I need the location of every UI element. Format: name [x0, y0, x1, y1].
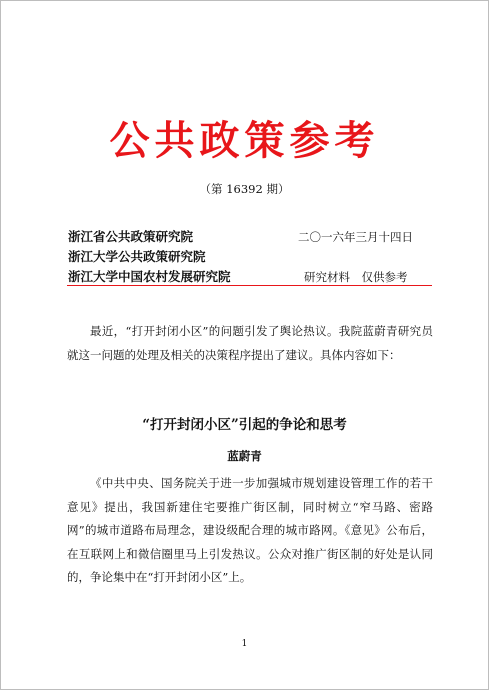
article-title: “打开封闭小区”引起的争论和思考 [142, 417, 347, 433]
organization-name: 浙江大学中国农村发展研究院 [68, 269, 231, 284]
page-number: 1 [241, 639, 248, 649]
issue-number: （第 16392 期） [199, 182, 290, 196]
article-body: 《中共中央、国务院关于进一步加强城市规划建设管理工作的若干意见》提出，我国新建住宅要推广街区制，同时树立“窄马路、密路网”的城市道路布局理念，建设级配合理的城市路网。《意见》公布后，在互联网上和微信圈里马上引发热议。公众对推广街区制的好处是认同的，争论集中在“打开封闭小区”上。 [67, 476, 433, 584]
masthead-title: 公共政策参考 [109, 117, 380, 164]
distribution-note: 研究材料 仅供参考 [304, 270, 408, 284]
organization-name: 浙江大学公共政策研究院 [68, 249, 206, 264]
intro-paragraph: 最近，“打开封闭小区”的问题引发了舆论热议。我院蓝蔚青研究员就这一问题的处理及相关的决策程序提出了建议。具体内容如下： [67, 324, 433, 362]
red-divider [67, 285, 432, 286]
article-author: 蓝蔚青 [227, 449, 262, 463]
organization-name: 浙江省公共政策研究院 [68, 229, 194, 244]
publication-date: 二〇一六年三月十四日 [298, 230, 413, 244]
